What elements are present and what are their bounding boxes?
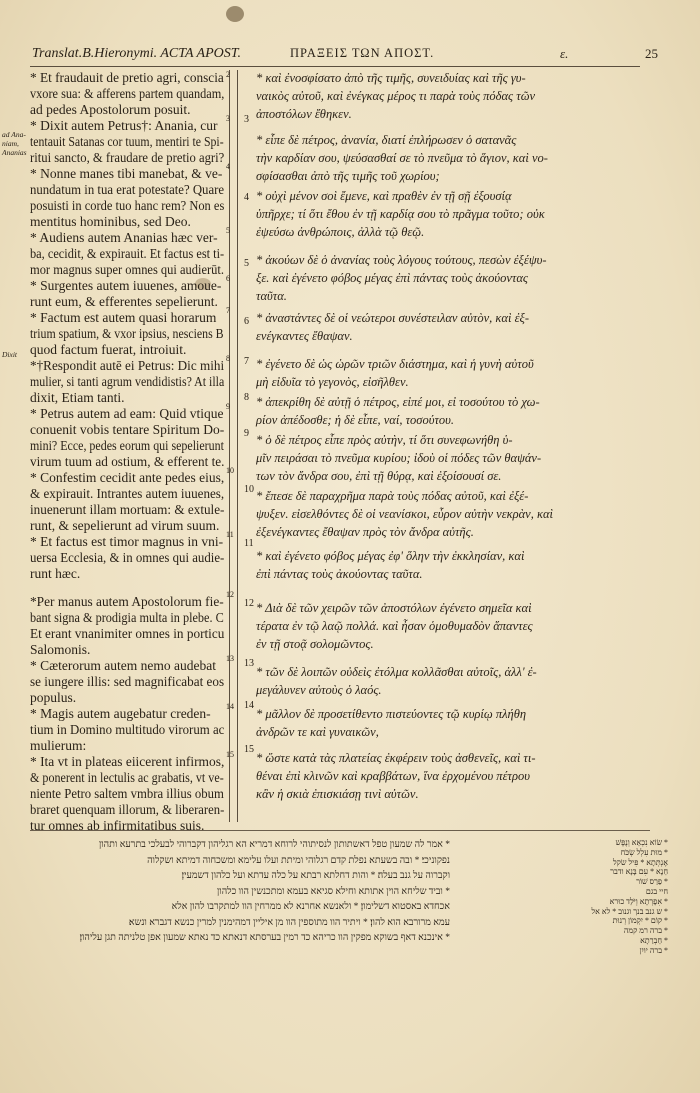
latin-line: populus. <box>30 690 77 705</box>
latin-verse-number: 12 <box>226 590 234 599</box>
latin-line: *Per manus autem Apostolorum fie- <box>30 594 224 609</box>
latin-line: ritui sancto, & fraudare de pretio agri? <box>30 150 225 165</box>
greek-verse-number: 3 <box>244 114 249 125</box>
latin-line: nundatum in tua erat potestate? Quare <box>30 182 225 197</box>
latin-verse-number: 2 <box>226 70 230 79</box>
greek-line: * ἐγένετο δὲ ὡς ὡρῶν τριῶν διάστημα, καὶ ἡ γυνὴ αὐτοῦ <box>256 357 534 371</box>
latin-verse-number: 14 <box>226 702 234 711</box>
latin-line: runt eum, & efferentes sepelierunt. <box>30 294 218 309</box>
latin-line: * Factum est autem quasi horarum <box>30 310 217 325</box>
glossary-line: * ברה רמ קמה <box>623 926 668 936</box>
greek-line: ξε. καὶ ἐγένετο φόβος μέγας ἐπὶ πάντας τοὺς ἀκούοντας <box>256 271 529 285</box>
latin-line: * Surgentes autem iuuenes, amoue- <box>30 278 222 293</box>
glossary-line: * חֵבְרַתָא <box>640 935 668 945</box>
latin-line: tentauit Satanas cor tuum, mentiri te Spi- <box>30 134 224 149</box>
latin-line: Salomonis. <box>30 642 91 657</box>
latin-verse-number: 7 <box>226 306 230 315</box>
hebrew-glossary-column <box>498 838 668 956</box>
greek-line: * ἀναστάντες δὲ οἱ νεώτεροι συνέστειλαν αὐτὸν, καὶ ἐξ- <box>256 311 530 325</box>
greek-verse-number: 10 <box>244 484 254 495</box>
latin-line: * Et fraudauit de pretio agri, conscia <box>30 70 224 85</box>
hebrew-line: * אינכנא דאף בשוקא מפקין הוו כריהא כד רמין בערסתא דנאתא כד נאתא שמעון אפן טלניתה תגן עליהון׃ <box>79 933 450 943</box>
greek-line: τὴν καρδίαν σου, ψεύσασθαί σε τὸ πνεῦμα τὸ ἅγιον, καὶ νο- <box>256 151 548 165</box>
greek-line: ρίον ἀπέδοσθε; ἡ δὲ εἶπε, ναί, τοσούτου. <box>256 413 455 427</box>
greek-line: * ἀπεκρίθη δὲ αὐτῇ ὁ πέτρος, εἰπέ μοι, εἰ τοσούτου τὸ χω- <box>256 395 540 409</box>
latin-line: * Et factus est timor magnus in vni- <box>30 534 224 549</box>
greek-line: * καὶ ἐγένετο φόβος μέγας ἐφ' ὅλην τὴν ἐκκλησίαν, καὶ <box>256 549 525 563</box>
greek-line: * Διὰ δὲ τῶν χειρῶν τῶν ἀποστόλων ἐγένετο σημεῖα καὶ <box>256 601 532 615</box>
greek-line: σφίσασθαι ἀπὸ τῆς τιμῆς τοῦ χωρίου; <box>256 169 440 183</box>
latin-line: tur omnes ab infirmitatibus suis. <box>30 818 205 833</box>
latin-line: * Nonne manes tibi manebat, & ve- <box>30 166 223 181</box>
greek-line: ἐψεύσω ἀνθρώποις, ἀλλὰ τῷ θεῷ. <box>256 225 425 239</box>
glossary-line: * קוֹם * יִקְמוֹן רְנוּת <box>612 916 668 926</box>
latin-verse-number: 13 <box>226 654 234 663</box>
greek-verse-number: 4 <box>244 192 249 203</box>
hebrew-line: * וביד שליחא הוין אתותא וחילא סגיאא בעמא ומתכנשין הוו כלהון <box>216 886 450 897</box>
glossary-line: * אִפָרְתָא וְיֹּלֵד כוּרא <box>609 896 668 906</box>
greek-line: τέρατα ἐν τῷ λαῷ πολλά. καὶ ἦσαν ὁμοθυμαδὸν ἅπαντες <box>256 619 533 633</box>
latin-line: ad pedes Apostolorum posuit. <box>30 102 191 117</box>
latin-line: inuenerunt illam mortuam: & extule- <box>30 502 225 517</box>
greek-verse-number: 12 <box>244 598 254 609</box>
latin-line: * Petrus autem ad eam: Quid vtique <box>30 406 224 421</box>
greek-line: ἐξενέγκαντες ἔθαψαν πρὸς τὸν ἄνδρα αὐτῆς. <box>256 525 474 539</box>
margin-note: ad Ana- <box>2 130 26 139</box>
glossary-line: * שׂוֹא נִכְאֵא וְנֶפֶּשׁ <box>615 838 668 847</box>
greek-line: θέναι ἐπὶ κλινῶν καὶ κραββάτων, ἵνα ἐρχομένου πέτρου <box>256 769 530 783</box>
latin-line: posuisti in corde tuo hanc rem? Non es <box>30 198 225 213</box>
greek-verse-number: 8 <box>244 392 249 403</box>
greek-verse-number: 13 <box>244 658 254 669</box>
latin-line: * Audiens autem Ananias hæc ver- <box>30 230 218 245</box>
greek-line: ἀποστόλων ἔθηκεν. <box>256 107 352 121</box>
header-latin-title: Translat.B.Hieronymi. ACTA APOST. <box>32 46 241 61</box>
margin-note: niam, <box>2 139 19 148</box>
latin-line: se iungere illis: sed magnificabat eos <box>30 674 225 689</box>
latin-line: mulier, si tanti agrum vendidistis? At illa <box>30 374 225 389</box>
glossary-line: חיי בגם <box>645 886 668 896</box>
latin-verse-number: 5 <box>226 226 230 235</box>
latin-line: vxore sua: & afferens partem quandam, <box>30 86 225 101</box>
latin-line: *†Respondit autē ei Petrus: Dic mihi <box>30 358 225 373</box>
greek-line: ἐν τῇ στοᾷ σολομῶντος. <box>256 637 374 651</box>
greek-line: * ὥστε κατὰ τὰς πλατείας ἐκφέρειν τοὺς ἀσθενεῖς, καὶ τι- <box>256 751 536 765</box>
greek-line: * καὶ ἐνοσφίσατο ἀπὸ τῆς τιμῆς, συνειδυίας καὶ τῆς γυ- <box>256 71 526 85</box>
hebrew-syriac-block <box>30 838 450 947</box>
hebrew-line: עמא מרורבא הוא להון׃ * ויתיר הוו מתוספין הוו מן איליין דמהימנין למרין כנשא דגברא ונשא׃ <box>128 917 450 928</box>
greek-line: * τῶν δὲ λοιπῶν οὐδεὶς ἐτόλμα κολλᾶσθαι αὐτοῖς, ἀλλ' ἐ- <box>256 665 537 679</box>
latin-verse-number: 3 <box>226 114 230 123</box>
margin-note: Ananias <box>2 148 27 157</box>
latin-line: virum tuum ad ostium, & efferent te. <box>30 454 225 469</box>
greek-line: ἀνδρῶν τε καὶ γυναικῶν, <box>256 725 379 739</box>
latin-line: * Cæterorum autem nemo audebat <box>30 658 216 673</box>
latin-line: uersa Ecclesia, & in omnes qui audie- <box>30 550 225 565</box>
greek-line: μῖν πειράσαι τὸ πνεῦμα κυρίου; ἰδοὺ οἱ πόδες τῶν θαψάν- <box>256 451 542 465</box>
glossary-line: * פַרַס שׁוֹר <box>636 877 668 887</box>
greek-line: μεγάλυνεν αὐτοὺς ὁ λαός. <box>256 683 382 697</box>
latin-line: dixit, Etiam tanti. <box>30 390 125 405</box>
ink-stain <box>226 6 244 22</box>
glossary-line: * ברה יוּיִן <box>639 945 668 955</box>
hebrew-line: * אמר לה שמעון טפל דאשתותון לנסיתוהי לרוחא דמריא הא רגליהון דקברוהי לבעלכי בתרעא ותהון <box>98 840 450 850</box>
hebrew-line: נפקוניכי׃ * ובה בשעתא נפלת קדם רגלוהי ומיתת ועלו עלימא ומשכחוה דמיתא ושקלוה <box>147 855 450 866</box>
glossary-line: * מוּת עִלְל שְׂכֹּח <box>620 847 668 857</box>
greek-line: ἐπὶ πάντας τοὺς ἀκούοντας ταῦτα. <box>256 567 423 581</box>
greek-verse-number: 6 <box>244 316 249 327</box>
latin-verse-number: 9 <box>226 402 230 411</box>
column-divider-right <box>237 70 238 822</box>
latin-line: runt, & sepelierunt ad virum suum. <box>30 518 220 533</box>
header-chapter-mark: ε. <box>560 46 569 61</box>
latin-line: braret quenquam illorum, & liberaren- <box>30 802 225 817</box>
greek-line: ναικὸς αὐτοῦ, καὶ ἐνέγκας μέρος τι παρὰ τοὺς πόδας τῶν <box>256 89 536 103</box>
greek-verse-number: 11 <box>244 538 254 549</box>
latin-line: mor magnus super omnes qui audierūt. <box>30 262 224 277</box>
latin-line: * Magis autem augebatur creden- <box>30 706 211 721</box>
hebrew-line: אכחדא באסטוא דשלימון׃ * ולאנשא אחרנא לא ממרחין הוו למתקרבו להון אלא <box>171 902 450 912</box>
header-greek-title: ΠΡΑΞΕΙΣ ΤΩΝ ΑΠΟΣΤ. <box>290 46 435 60</box>
latin-line: * Dixit autem Petrus†: Anania, cur <box>30 118 218 133</box>
margin-note: Dixit <box>2 350 17 359</box>
greek-line: κἂν ἡ σκιὰ ἐπισκιάσῃ τινὶ αὐτῶν. <box>256 787 419 801</box>
greek-line: μὴ εἰδυῖα τὸ γεγονὸς, εἰσῆλθεν. <box>256 375 409 389</box>
latin-line: & expirauit. Intrantes autem iuuenes, <box>30 486 225 501</box>
glossary-line: חֵנָא * עִם בָּנָא ודבר <box>610 867 668 877</box>
greek-line: * ἔπεσε δὲ παραχρῆμα παρὰ τοὺς πόδας αὐτοῦ, καὶ ἐξέ- <box>256 489 529 503</box>
latin-line: runt hæc. <box>30 566 81 581</box>
greek-verse-number: 9 <box>244 428 249 439</box>
latin-verse-number: 10 <box>226 466 234 475</box>
latin-verse-number: 8 <box>226 354 230 363</box>
latin-line: mulierum: <box>30 738 87 753</box>
page-number: 25 <box>645 46 658 61</box>
latin-verse-number: 4 <box>226 162 230 171</box>
greek-line: ὑπῆρχε; τί ὅτι ἔθου ἐν τῇ καρδίᾳ σου τὸ πρᾶγμα τοῦτο; οὐκ <box>256 207 545 221</box>
latin-line: * Ita vt in plateas eiicerent infirmos, <box>30 754 225 769</box>
running-header <box>0 46 700 68</box>
hebrew-line: וקברוה על גנב בעלה׃ * והות דחלתא רבתא על כלה עדתא ועל כלהון דשמעין׃ <box>181 871 450 881</box>
greek-line: των τὸν ἄνδρα σου, ἐπὶ τῇ θύρᾳ, καὶ ἐξοίσουσί σε. <box>256 469 502 483</box>
greek-line: * ὁ δὲ πέτρος εἶπε πρὸς αὐτὴν, τί ὅτι συνεφωνήθη ὑ- <box>256 433 513 447</box>
latin-line: & ponerent in lectulis ac grabatis, vt ve- <box>30 770 224 785</box>
header-rule <box>30 66 640 67</box>
greek-line: ενέγκαντες ἔθαψαν. <box>256 329 353 343</box>
glossary-line: * ש גנב בנך וגנוב * לא אל <box>591 906 668 916</box>
latin-line: Et erant vnanimiter omnes in porticu <box>30 626 225 641</box>
greek-verse-number: 15 <box>244 744 254 755</box>
latin-line: conuenit vobis tentare Spiritum Do- <box>30 422 225 437</box>
latin-verse-number: 15 <box>226 750 234 759</box>
glossary-line: אֶנְתְּתָא * פִּיל שׂקל <box>612 857 668 867</box>
greek-verse-number: 5 <box>244 258 249 269</box>
greek-line: * οὐχὶ μένον σοὶ ἔμενε, καὶ πραθὲν ἐν τῇ σῇ ἐξουσίᾳ <box>256 189 512 203</box>
latin-line: bant signa & prodigia multa in plebe. C <box>30 610 224 625</box>
latin-verse-number: 6 <box>226 274 230 283</box>
latin-line: quod factum fuerat, introiuit. <box>30 342 187 357</box>
greek-line: * εἶπε δὲ πέτρος, ἀνανία, διατί ἐπλήρωσεν ὁ σατανᾶς <box>256 133 517 147</box>
latin-line: trium spatium, & vxor ipsius, nesciens B <box>30 326 224 341</box>
latin-line: * Confestim cecidit ante pedes eius, <box>30 470 225 485</box>
latin-line: niente Petro saltem vmbra illius obum <box>30 786 224 801</box>
greek-line: * μᾶλλον δὲ προσετίθεντο πιστεύοντες τῷ κυρίῳ πλήθη <box>256 707 527 721</box>
greek-verse-number: 14 <box>244 700 254 711</box>
greek-line: * ἀκούων δὲ ὁ ἀνανίας τοὺς λόγους τούτους, πεσὼν ἐξέψυ- <box>256 253 547 267</box>
latin-line: mini? Ecce, pedes eorum qui sepelierunt <box>30 438 224 453</box>
latin-line: mentitus hominibus, sed Deo. <box>30 214 191 229</box>
latin-line: ba, cecidit, & expirauit. Et factus est ti- <box>30 246 225 261</box>
greek-line: ψυξεν. εἰσελθόντες δὲ οἱ νεανίσκοι, εὗρον αὐτὴν νεκρὰν, καὶ <box>256 507 554 521</box>
latin-verse-number: 11 <box>226 530 234 539</box>
greek-line: ταῦτα. <box>256 289 287 303</box>
latin-line: tium in Domino multitudo virorum ac <box>30 722 225 737</box>
greek-verse-number: 7 <box>244 356 249 367</box>
